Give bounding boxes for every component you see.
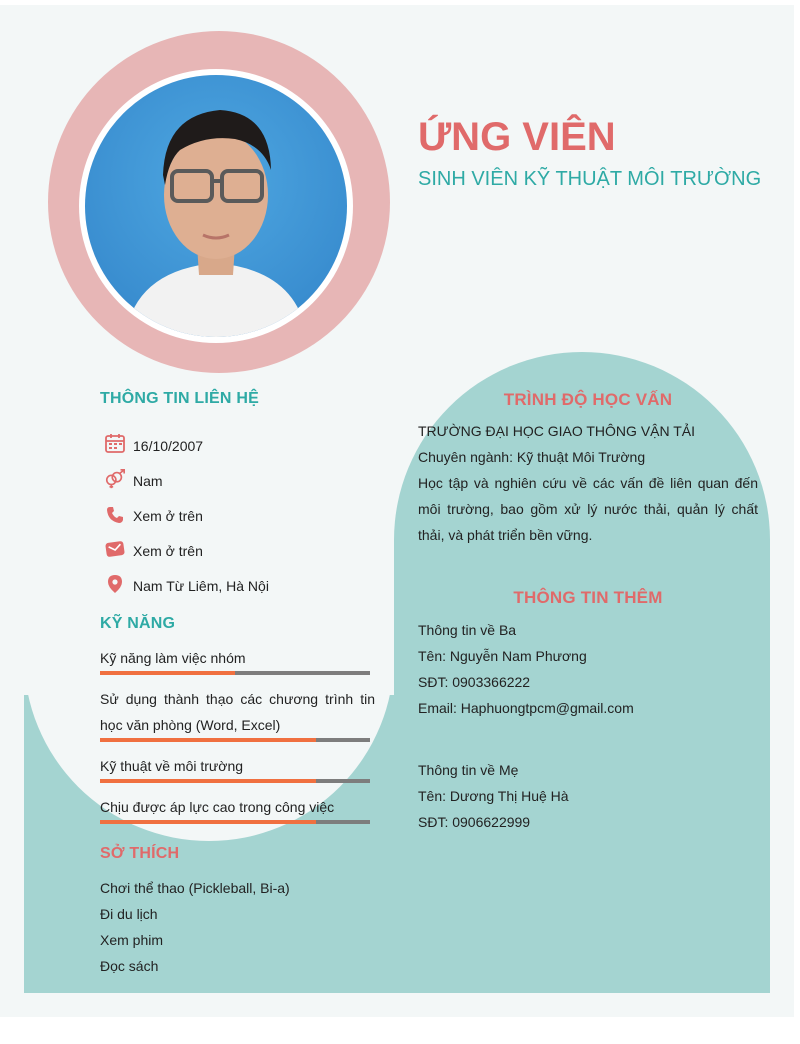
skill-label-office: Sử dụng thành thạo các chương trình tin học văn phòng (Word, Excel) [100, 691, 375, 733]
father-name: Tên: Nguyễn Nam Phương [418, 648, 587, 664]
mother-name: Tên: Dương Thị Huệ Hà [418, 788, 569, 804]
email-icon [104, 538, 126, 560]
email-text: Xem ở trên [133, 543, 203, 559]
education-description: Học tập và nghiên cứu về các vấn đề liên quan đến môi trường, bao gồm xử lý nước thải, quản lý chất thải, và phát triển bền vững. [418, 475, 758, 543]
hobby-item: Đọc sách [100, 958, 159, 974]
skill-bar-office [100, 738, 370, 742]
gender-icon [104, 468, 126, 490]
cv-page [0, 5, 794, 1017]
hobby-item: Chơi thể thao (Pickleball, Bi-a) [100, 880, 290, 896]
hobby-item: Xem phim [100, 932, 164, 948]
hobbies-heading: SỞ THÍCH [100, 845, 180, 862]
father-phone: SĐT: 0903366222 [418, 674, 531, 690]
skill-bar-environment [100, 779, 370, 783]
location-pin-icon [104, 573, 126, 595]
candidate-name: ỨNG VIÊN [418, 115, 616, 159]
person-silhouette [85, 75, 347, 337]
birthdate-text: 16/10/2007 [133, 438, 204, 454]
skill-bar-pressure [100, 820, 370, 824]
education-major: Chuyên ngành: Kỹ thuật Môi Trường [418, 449, 646, 465]
mother-phone: SĐT: 0906622999 [418, 814, 531, 830]
father-title: Thông tin về Ba [418, 622, 517, 638]
skill-label-teamwork: Kỹ năng làm việc nhóm [100, 650, 246, 666]
education-school: TRƯỜNG ĐẠI HỌC GIAO THÔNG VẬN TẢI [418, 423, 696, 439]
contact-heading: THÔNG TIN LIÊN HỆ [100, 390, 259, 407]
skills-heading: KỸ NĂNG [100, 615, 176, 632]
calendar-icon [104, 432, 126, 454]
skill-label-pressure: Chịu được áp lực cao trong công việc [100, 799, 335, 815]
mother-title: Thông tin về Mẹ [418, 762, 519, 778]
father-email: Email: Haphuongtpcm@gmail.com [418, 700, 634, 716]
candidate-title: SINH VIÊN KỸ THUẬT MÔI TRƯỜNG [418, 168, 762, 190]
phone-text: Xem ở trên [133, 508, 203, 524]
skill-bar-teamwork [100, 671, 370, 675]
extra-info-heading: THÔNG TIN THÊM [513, 588, 663, 607]
hobby-item: Đi du lịch [100, 906, 158, 922]
location-text: Nam Từ Liêm, Hà Nội [133, 578, 269, 594]
skill-label-environment: Kỹ thuật về môi trường [100, 758, 244, 774]
gender-text: Nam [133, 473, 163, 489]
phone-icon [104, 504, 126, 526]
education-heading: TRÌNH ĐỘ HỌC VẤN [503, 390, 673, 409]
profile-photo [85, 75, 347, 337]
